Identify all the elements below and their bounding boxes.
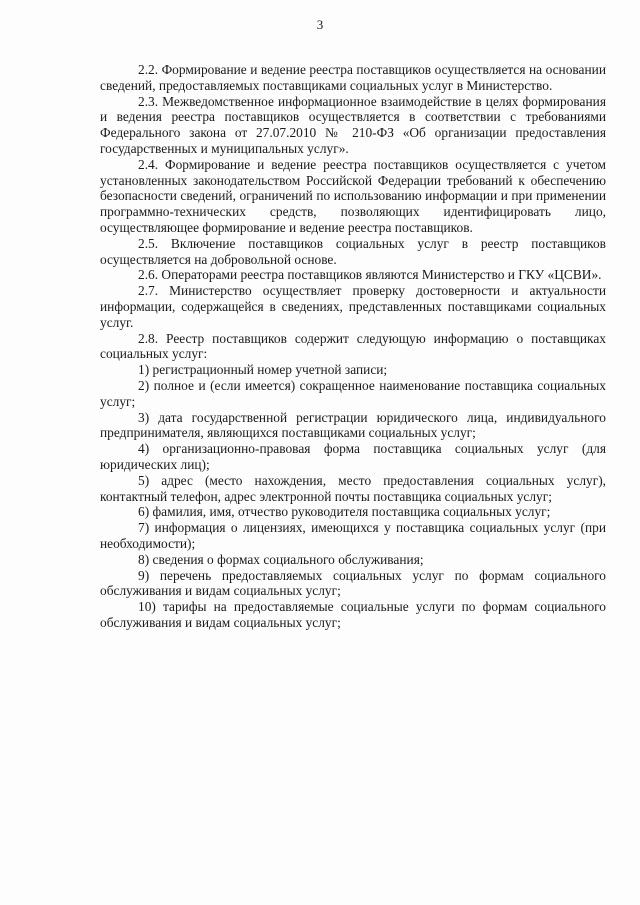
list-item-6: 6) фамилия, имя, отчество руководителя поставщика социальных услуг;	[138, 504, 551, 520]
paragraph-2-3: 2.3. Межведомственное информационное взаимодействие в целях формирования и ведения реестра поставщиков осуществляется в соответствии с требованиями Федерального закона от 27.07.2010 № 210-ФЗ «Об организации предоставления государственных и муниципальных услуг».	[100, 93, 606, 156]
list-item-2: 2) полное и (если имеется) сокращенное наименование поставщика социальных услуг;	[100, 377, 606, 409]
list-item-10: 10) тарифы на предоставляемые социальные услуги по формам социального обслуживания и видам социальных услуг;	[100, 599, 606, 630]
list-item-4: 4) организационно-правовая форма поставщика социальных услуг (для юридических лиц);	[100, 441, 606, 472]
paragraph-2-7: 2.7. Министерство осуществляет проверку достоверности и актуальности информации, содержащейся в сведениях, представленных поставщиками социальных услуг.	[100, 283, 606, 330]
paragraph-2-6: 2.6. Операторами реестра поставщиков являются Министерство и ГКУ «ЦСВИ».	[138, 267, 602, 283]
list-item-1: 1) регистрационный номер учетной записи;	[138, 362, 388, 378]
document-body	[100, 62, 606, 631]
page-number: 3	[316, 17, 324, 32]
list-item-9: 9) перечень предоставляемых социальных услуг по формам социального обслуживания и видам социальных услуг;	[100, 567, 606, 599]
paragraph-2-4: 2.4. Формирование и ведение реестра поставщиков осуществляется с учетом установленных законодательством Российской Федерации требований к обеспечению безопасности сведений, ограничений по использованию информации и при применении программно-технических средств, позволяющих идентифицировать лицо, осуществляющее формирование и ведение реестра поставщиков.	[100, 156, 606, 235]
list-item-7: 7) информация о лицензиях, имеющихся у поставщика социальных услуг (при необходимости);	[100, 520, 606, 551]
list-item-5: 5) адрес (место нахождения, место предоставления социальных услуг), контактный телефон, адрес электронной почты поставщика социальных услуг;	[100, 472, 606, 504]
paragraph-2-5: 2.5. Включение поставщиков социальных услуг в реестр поставщиков осуществляется на добровольной основе.	[100, 235, 606, 267]
list-item-3: 3) дата государственной регистрации юридического лица, индивидуального предпринимателя, являющихся поставщиками социальных услуг;	[100, 409, 606, 441]
paragraph-2-2: 2.2. Формирование и ведение реестра поставщиков осуществляется на основании сведений, предоставляемых поставщиками социальных услуг в Министерство.	[100, 62, 606, 93]
list-item-8: 8) сведения о формах социального обслуживания;	[138, 551, 424, 567]
paragraph-2-8: 2.8. Реестр поставщиков содержит следующую информацию о поставщиках социальных услуг:	[100, 330, 606, 362]
